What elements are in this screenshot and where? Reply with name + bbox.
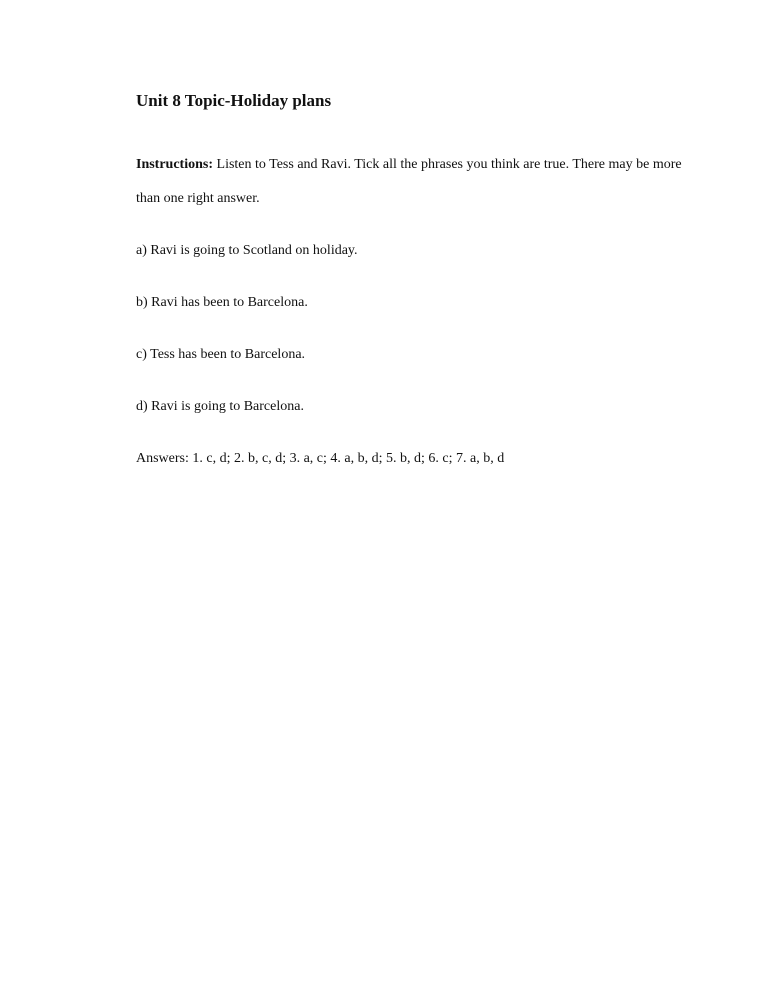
page-title: Unit 8 Topic-Holiday plans: [136, 91, 332, 110]
instructions-text: Listen to Tess and Ravi. Tick all the phrases you think are true. There may be more than one right answer.: [136, 157, 682, 206]
instructions-label: Instructions:: [136, 157, 214, 172]
answer-key: Answers: 1. c, d; 2. b, c, d; 3. a, c; 4. a, b, d; 5. b, d; 6. c; 7. a, b, d: [136, 451, 505, 466]
statement-b: b) Ravi has been to Barcelona.: [136, 295, 308, 310]
statement-d: d) Ravi is going to Barcelona.: [136, 399, 304, 414]
document-content: [136, 88, 696, 476]
statement-a: a) Ravi is going to Scotland on holiday.: [136, 243, 358, 258]
instructions-paragraph: [136, 148, 696, 216]
statement-c: c) Tess has been to Barcelona.: [136, 347, 306, 362]
